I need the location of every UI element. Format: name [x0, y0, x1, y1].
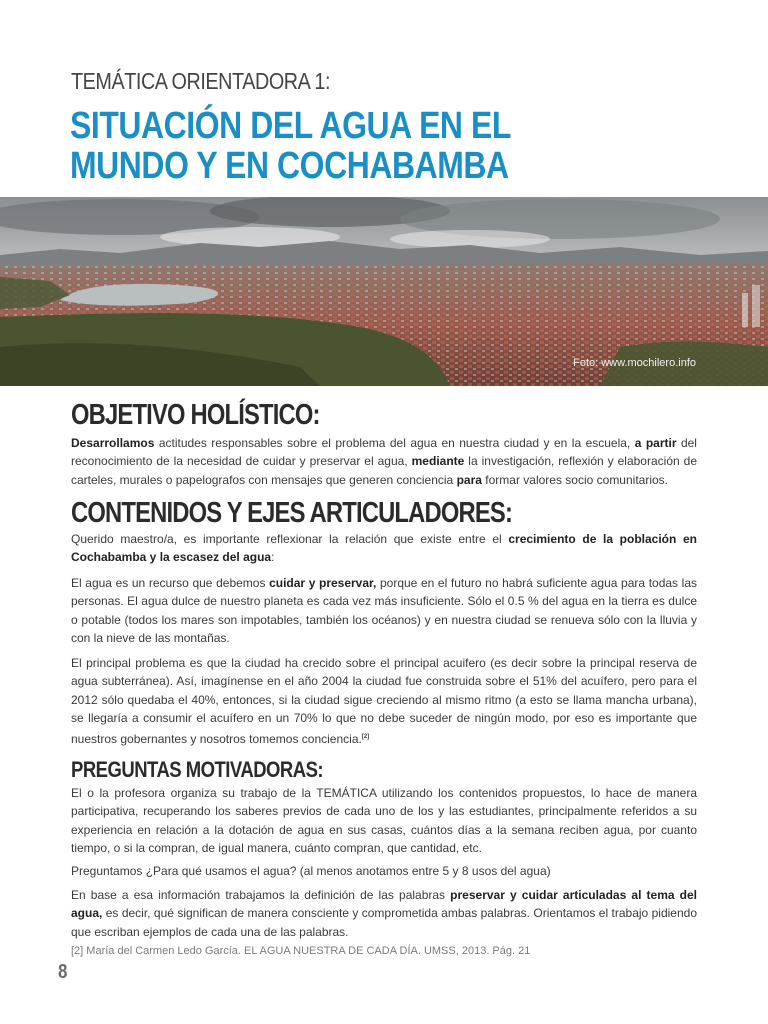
preguntas-paragraph-2: Preguntamos ¿Para qué usamos el agua? (al menos anotamos entre 5 y 8 usos del agua) — [71, 864, 551, 878]
objetivo-text-3: a partir — [634, 436, 677, 450]
objetivo-text-2: actitudes responsables sobre el problema del agua en nuestra ciudad y en la escuela, — [154, 436, 635, 450]
objetivo-paragraph — [71, 434, 697, 489]
objetivo-text-4: del reconocimiento de la necesidad de cuidar y preservar el agua, — [71, 436, 697, 469]
contenidos-p2-text: El agua es un recurso que debemos — [71, 576, 270, 590]
objetivo-text-6: la investigación, reflexión y elaboración de carteles, murales o papelografos con mensajes que generen conciencia — [71, 454, 697, 487]
preguntas-heading: PREGUNTAS MOTIVADORAS: — [71, 757, 324, 782]
page-number: 8 — [58, 961, 68, 983]
contenidos-paragraph-3 — [71, 654, 697, 748]
objetivo-text-1: Desarrollamos — [71, 436, 155, 450]
kicker: TEMÁTICA ORIENTADORA 1: — [71, 68, 331, 94]
contenidos-intro-bold: crecimiento de la población en Cochabamba y la escasez del agua — [71, 532, 697, 565]
title-line-2: MUNDO Y EN COCHABAMBA — [70, 145, 509, 187]
preguntas-p3-rest: es decir, qué significan de manera consciente y comprometida ambas palabras. Orientamos el trabajo pidiendo que escriban ejemplos de cada una de las palabras. — [71, 906, 697, 939]
contenidos-intro-end: : — [271, 550, 275, 565]
objetivo-heading: OBJETIVO HOLÍSTICO: — [71, 399, 320, 431]
footnote-ref: [2] — [361, 733, 370, 740]
footnote: [2] María del Carmen Ledo García. EL AGUA NUESTRA DE CADA DÍA. UMSS, 2013. Pág. 21 — [71, 945, 531, 957]
contenidos-p3-text: El principal problema es que la ciudad ha crecido sobre el principal acuifero (es decir sobre la principal reserva de agua subterránea). Así, imagínense en el año 2004 la ciudad fue construida sobre el 51% del acuífero, pero para el 2012 sólo quedaba el 40%, entonces, si la ciudad sigue creciendo al mismo ritmo (a esto se llama mancha urbana), se llegaría a consumir el acuífero en un 70% lo que no debe suceder de ningún modo, por eso es importante que nuestros gobernantes y nosotros tomemos conciencia. — [71, 656, 697, 746]
contenidos-intro-text: Querido maestro/a, es importante reflexionar la relación que existe entre el — [71, 532, 509, 546]
contenidos-paragraph-2 — [71, 574, 697, 648]
objetivo-text-8: formar valores socio comunitarios. — [481, 472, 669, 487]
preguntas-paragraph-3 — [71, 886, 697, 941]
contenidos-p2-bold: cuidar y preservar, — [269, 576, 377, 590]
preguntas-p3-bold: preservar y cuidar articuladas al tema del agua, — [71, 888, 697, 921]
objetivo-text-5: mediante — [411, 454, 465, 469]
contenidos-heading: CONTENIDOS Y EJES ARTICULADORES: — [71, 497, 513, 529]
title-line-1: SITUACIÓN DEL AGUA EN EL — [70, 105, 511, 147]
cochabamba-panorama-photo — [0, 197, 768, 386]
photo-credit: Foto: www.mochilero.info — [573, 357, 696, 369]
page-title — [70, 106, 511, 186]
contenidos-intro — [71, 530, 697, 567]
objetivo-text-7: para — [456, 472, 482, 487]
preguntas-p3-text: En base a esa información trabajamos la definición de las palabras — [71, 888, 451, 902]
preguntas-paragraph-1: El o la profesora organiza su trabajo de la TEMÁTICA utilizando los contenidos propuestos, lo hace de manera participativa, recuperando los saberes previos de cada uno de los y las estudiantes, principalmente referidos a su experiencia en relación a la dotación de agua en sus casas, cuántos días a la semana reciben agua, por cuanto tiempo, o si la compran, de igual manera, cuánto compran, que cantidad, etc. — [71, 786, 697, 856]
contenidos-p2-rest: porque en el futuro no habrá suficiente agua para todas las personas. El agua dulce de nuestro planeta es cada vez más insuficiente. Sólo el 0.5 % del agua en la tierra es dulce o potable (todos los mares son impotables, también los océanos) y en nuestra ciudad se renueva sólo con la lluvia y con la nieve de las montañas. — [71, 576, 697, 646]
